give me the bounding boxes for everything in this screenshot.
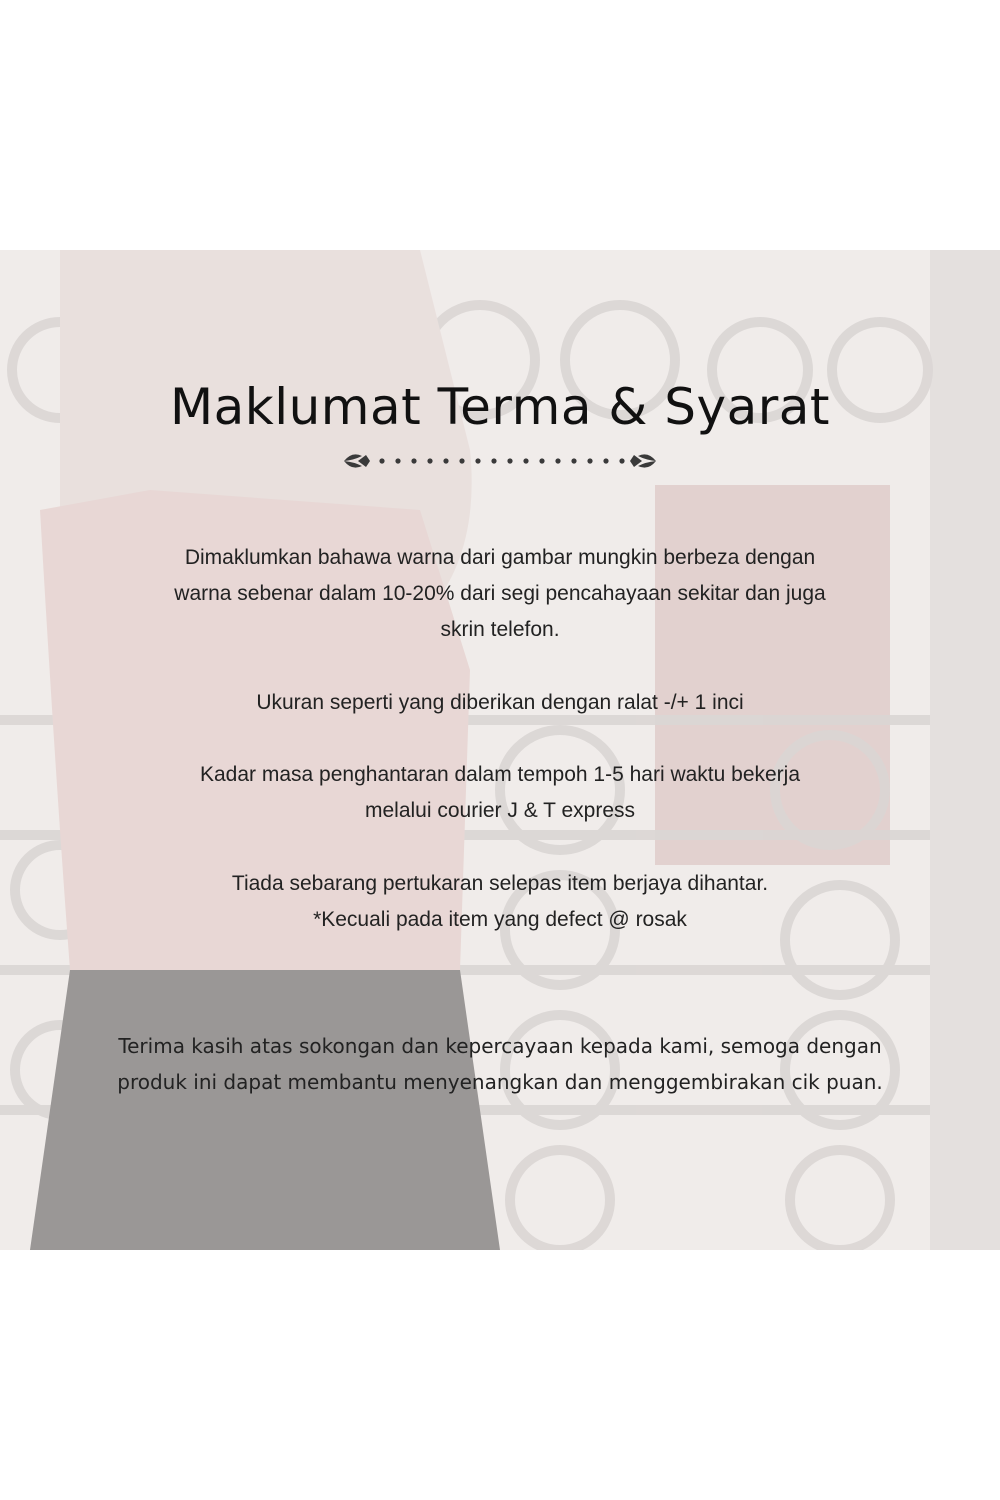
page-title: Maklumat Terma & Syarat — [169, 378, 831, 436]
paragraph-line: *Kecuali pada item yang defect @ rosak — [313, 908, 687, 931]
paragraph-size-tolerance — [100, 685, 900, 721]
poster-card — [0, 250, 1000, 1250]
paragraph-line: Ukuran seperti yang diberikan dengan ralat -/+ 1 inci — [256, 691, 744, 714]
paragraph-line: Tiada sebarang pertukaran selepas item berjaya dihantar. — [231, 872, 769, 895]
paragraph-line: Kadar masa penghantaran dalam tempoh 1-5 hari waktu bekerja — [199, 763, 801, 786]
terms-content — [0, 250, 1000, 1250]
closing-line: Terima kasih atas sokongan dan kepercayaan kepada kami, semoga dengan — [118, 1034, 882, 1058]
paragraph-color-disclaimer — [100, 540, 900, 648]
closing-line: produk ini dapat membantu menyenangkan dan menggembirakan cik puan. — [117, 1070, 883, 1094]
paragraph-line: warna sebenar dalam 10-20% dari segi pencahayaan sekitar dan juga — [174, 582, 826, 605]
leaf-dots-divider-icon — [340, 448, 660, 474]
closing-message — [40, 1028, 960, 1100]
paragraph-line: melalui courier J & T express — [365, 799, 635, 822]
paragraph-line: Dimaklumkan bahawa warna dari gambar mungkin berbeza dengan — [184, 546, 816, 569]
paragraph-line: skrin telefon. — [440, 618, 560, 641]
paragraph-exchange-policy — [100, 866, 900, 938]
paragraph-delivery — [100, 757, 900, 829]
